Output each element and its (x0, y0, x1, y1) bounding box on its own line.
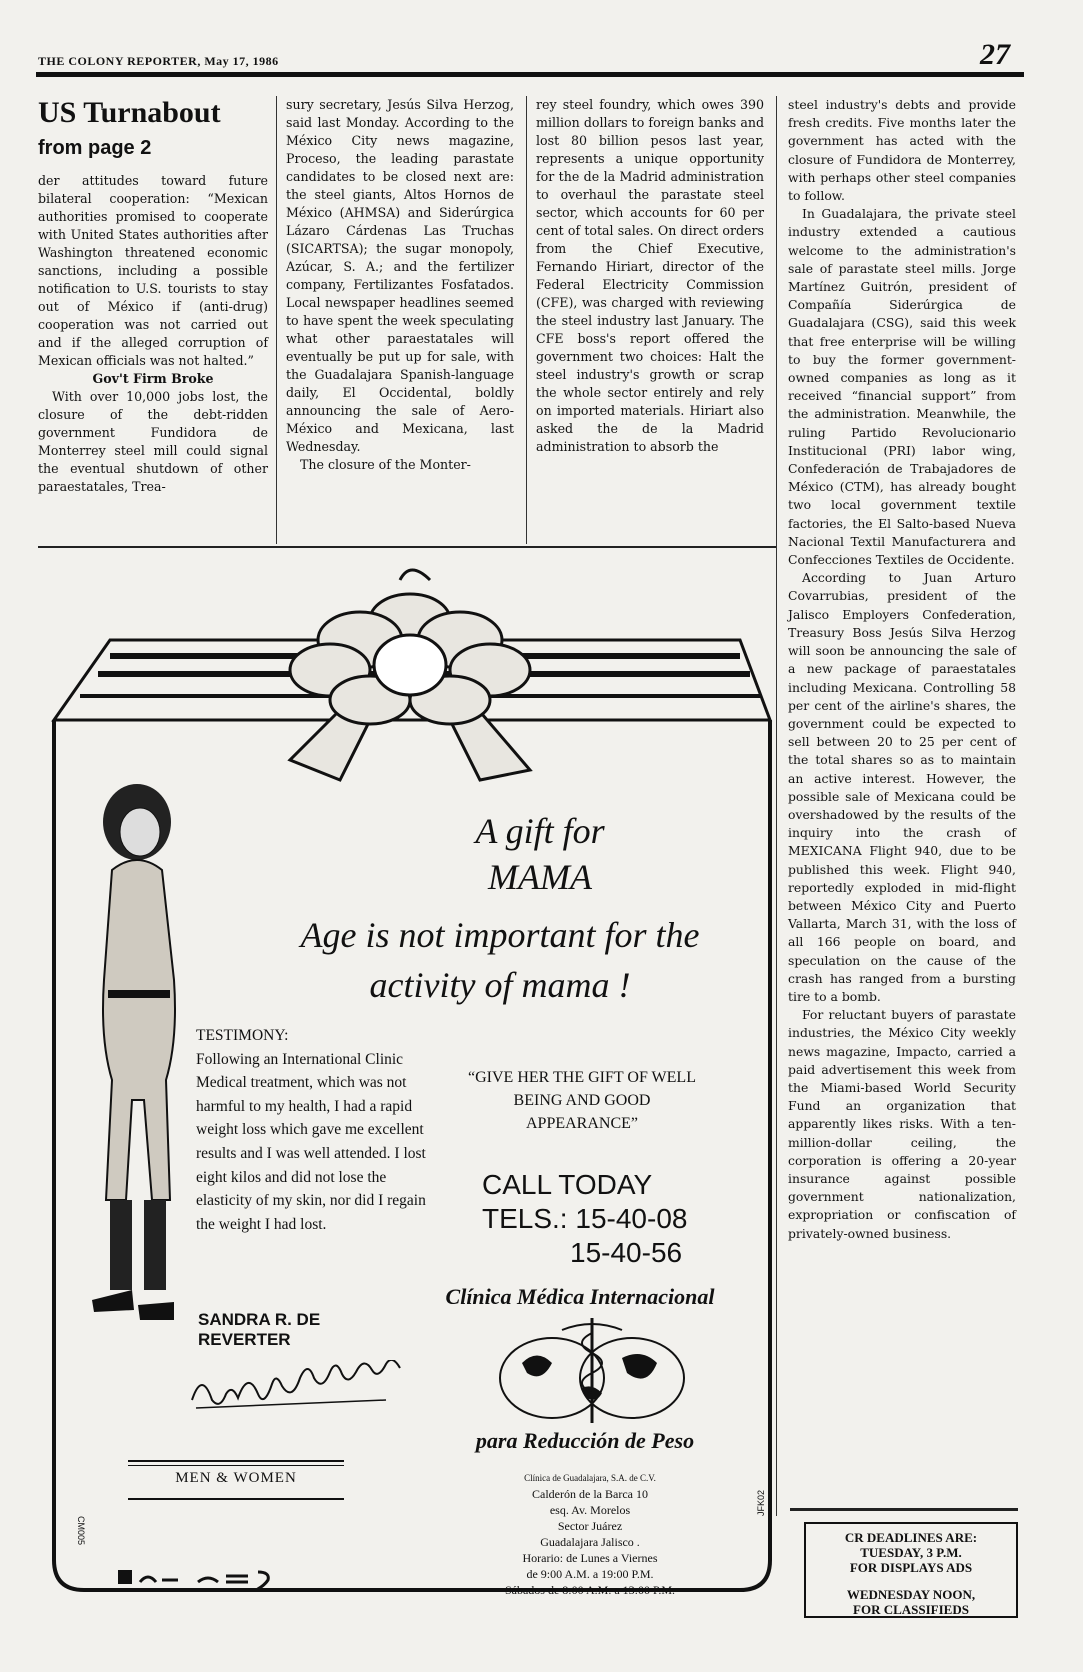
deadline-line: FOR CLASSIFIEDS (853, 1602, 969, 1617)
article-column-4 (788, 96, 1016, 1243)
globe-caduceus-logo (492, 1318, 692, 1428)
article-paragraph: According to Juan Arturo Covarrubias, president of the Jalisco Employers Confederation, Treasury Boss Jesús Silva Herzog will soon be announcing the sale of a new package of paraestatales including Mexicana. Controlling 58 per cent of the airline's shares, the government could be expected to sell between 20 to 25 per cent of the total shares so as to maintain an active interest. However, the possible sale of Mexicana could be overshadowed by the results of the inquiry into the crash of MEXICANA Flight 940, due to be published this week. Flight 940, reportedly exploded in mid-flight between México City and Puerto Vallarta, March 31, with the loss of all 166 people on board, and speculation on the cause of the crash has ranged from a bursting tire to a bomb. (788, 570, 1016, 1004)
bow-icon (290, 570, 530, 780)
deadlines-title: CR DEADLINES ARE: (844, 1530, 978, 1545)
hours-line: Horario: de Lunes a Viernes (522, 1551, 658, 1565)
article-paragraph: The closure of the Monter- (300, 457, 471, 472)
clinic-address (470, 1470, 710, 1598)
article-paragraph: steel industry's debts and provide fresh credits. Five months later the government has acted with the closure of Fundidora de Monterrey, with perhaps other steel companies to follow. (788, 97, 1016, 204)
article-column-2 (286, 96, 514, 474)
article-paragraph: For reluctant buyers of parastate industries, the México City weekly news magazine, Impacto, carried a paid advertisement this week from the Miami-based World Security Fund an organization that apparently likes risks. With a ten-million-dollar ceiling, the corporation is offering a 20-year insurance against possible government nationalization, expropriation or confiscation of privately-owned business. (788, 1007, 1016, 1241)
call-today-label: CALL TODAY (482, 1169, 653, 1200)
clinic-name: Clínica Médica Internacional (445, 1284, 715, 1309)
company-line: Clínica de Guadalajara, S.A. de C.V. (524, 1473, 656, 1483)
banner-rule (128, 1460, 344, 1462)
ad-bottom-mark (118, 1568, 298, 1588)
hours-line: de 9:00 A.M. a 19:00 P.M. (526, 1567, 654, 1581)
banner-rule (128, 1465, 344, 1466)
tels-label: TELS.: (482, 1203, 568, 1234)
column-divider (526, 96, 527, 544)
testifier-name-line: REVERTER (198, 1330, 291, 1349)
article-paragraph: sury secretary, Jesús Silva Herzog, said last Monday. According to the México City news magazine, Proceso, the leading parastate candidates to be closed next are: the steel giants, Altos Hornos de México (AHMSA) and Siderúrgica Lázaro Cárdenas Las Truchas (SICARTSA); the sugar monopoly, Azúcar, S. A.; and the fertilizer company, Fertilizantes Fosfatados. Local newspaper headlines seemed to have spent the week speculating what other paraestatales will eventually be put up for sale, with the Guadalajara Spanish-language daily, El Occidental, boldly announcing the sale of Aero-México and Mexicana, last Wednesday. (286, 97, 514, 454)
address-line: esq. Av. Morelos (549, 1503, 631, 1517)
address-line: Sector Juárez (557, 1519, 623, 1533)
deadline-line: TUESDAY, 3 P.M. (860, 1545, 962, 1560)
ad-code-left: CM005 (76, 1516, 86, 1546)
men-women-banner (128, 1460, 344, 1500)
clinic-tagline: para Reducción de Peso (475, 1428, 695, 1453)
phone-number: 15-40-08 (575, 1203, 688, 1234)
section-subhead: Gov't Firm Broke (92, 371, 214, 386)
testifier-name-line: SANDRA R. DE (198, 1310, 321, 1329)
ad-tagline-line: Age is not important for the (300, 915, 700, 955)
banner-rule (128, 1498, 344, 1500)
ad-title (360, 808, 720, 900)
ad-tagline-line: activity of mama ! (369, 965, 631, 1005)
subhead: from page 2 (38, 137, 152, 159)
article-paragraph: rey steel foundry, which owes 390 million dollars to foreign banks and lost 80 billion pesos last year, represents a unique opportunity for the de la Madrid administration to overhaul the parastate steel sector, which accounts for 60 per cent of total sales. On direct orders from the Chief Executive, Fernando Hiriart, director of the Federal Electricity Commission (CFE), was charged with reviewing the steel industry last January. The CFE boss's report offered the government two choices: Halt the steel industry's growth or scrap the whole sector entirely and rely on imported materials. Hiriart also asked the de la Madrid administration to absorb the (536, 97, 764, 454)
masthead: THE COLONY REPORTER, May 17, 1986 (38, 54, 279, 68)
article-column-1 (38, 96, 268, 496)
ad-tagline (250, 910, 750, 1010)
testimony-block (196, 1024, 436, 1236)
article-paragraph: In Guadalajara, the private steel industry extended a cautious welcome to the administration's sale of parastate steel mills. Jorge Martínez Guitrón, president of Compañía Siderúrgica de Guadalajara (CSG), said this week that free enterprise will be willing to buy the former government-owned companies as long as it received “financial support” from the administration. Meanwhile, the ruling Partido Revolucionario Institucional (PRI) labor wing, Confederación de Trabajadores de México (CTM), has already bought two local government textile factories, the El Salto-based Nueva Nacional Textil Manufacturera and Confecciones Textiles de Occidente. (788, 206, 1016, 568)
masthead-rule (36, 72, 1024, 77)
article-column-3 (536, 96, 764, 456)
deadlines-box (804, 1522, 1018, 1618)
column-end-rule (790, 1508, 1018, 1511)
hours-line: Sábados de 8:00 A.M. a 13:00 P.M. (504, 1583, 675, 1597)
column-divider (276, 96, 277, 544)
testimony-text: Following an International Clinic Medical treatment, which was not harmful to my health, I had a rapid weight loss which gave me excellent results and I was well attended. I lost eight kilos and did not lose the elasticity of my skin, nor did I regain the weight I had lost. (196, 1050, 426, 1233)
signature (186, 1360, 406, 1420)
ad-code-right: JFK02 (756, 1489, 766, 1516)
testimony-label: TESTIMONY: (196, 1027, 289, 1044)
men-women-label: MEN & WOMEN (175, 1470, 297, 1486)
article-bottom-rule (38, 546, 776, 548)
article-paragraph: With over 10,000 jobs lost, the closure of the debt-ridden government Fundidora de Monterrey steel mill could signal the eventual shutdown of other paraestatales, Trea- (38, 389, 268, 494)
address-line: Guadalajara Jalisco . (540, 1535, 640, 1549)
testifier-name (198, 1310, 320, 1350)
woman-photo (82, 780, 192, 1340)
call-today-block (482, 1168, 712, 1270)
phone-number: 15-40-56 (570, 1237, 683, 1268)
ad-title-line: A gift for (475, 811, 605, 851)
headline: US Turnabout (38, 96, 221, 129)
page-number: 27 (980, 38, 1010, 71)
article-paragraph: der attitudes toward future bilateral cooperation: “Mexican authorities promised to cooperate with United States authorities after Washington threatened economic sanctions, including a possible notification to U.S. tourists to stay out of México if (anti-drug) cooperation was not carried out and if the alleged corruption of Mexican officials was not halted.” (38, 173, 268, 368)
ad-quote: “GIVE HER THE GIFT OF WELL BEING AND GOOD APPEARANCE” (468, 1069, 696, 1132)
deadline-line: WEDNESDAY NOON, (846, 1587, 976, 1602)
address-line: Calderón de la Barca 10 (532, 1487, 648, 1501)
deadline-line: FOR DISPLAYS ADS (849, 1560, 973, 1575)
ad-title-line: MAMA (488, 857, 592, 897)
